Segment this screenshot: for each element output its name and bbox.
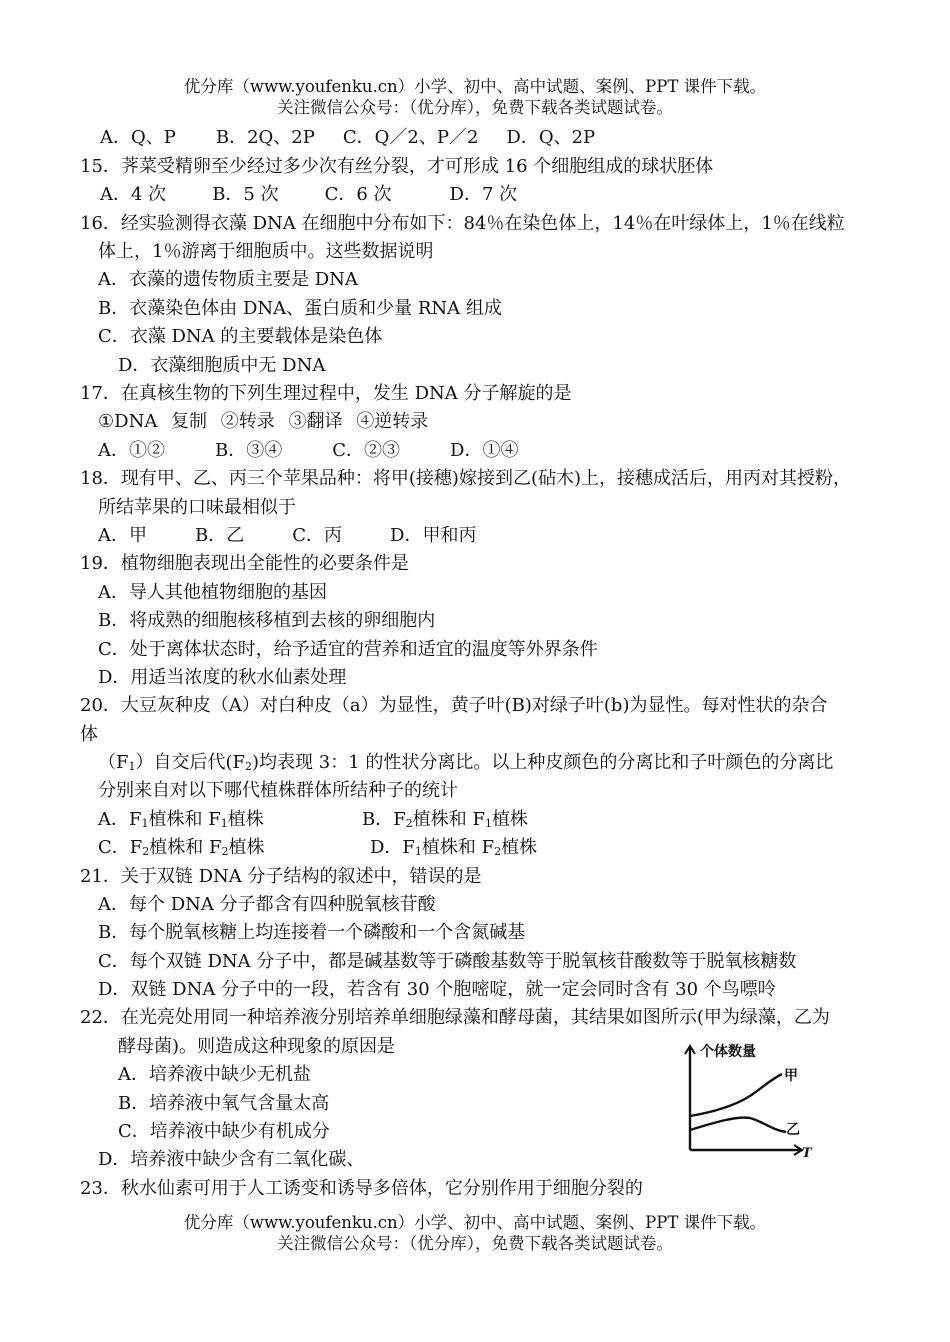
q20-d-mid: 植株和 F: [421, 837, 495, 858]
q17-stem: 17．在真核生物的下列生理过程中，发生 DNA 分子解旋的是: [80, 383, 572, 404]
q22-option-d: D．培养液中缺少含有二氧化碳、: [98, 1149, 365, 1170]
q20-option-c: [98, 834, 264, 862]
q17-items: ①DNA 复制 ②转录 ③翻译 ④逆转录: [98, 411, 429, 432]
q22-population-graph: [678, 1038, 818, 1160]
q21-option-c: C．每个双链 DNA 分子中，都是碱基数等于磷酸基数等于脱氧核苷酸数等于脱氧核糖数: [98, 951, 797, 972]
q20-d-sub-1: 1: [414, 845, 422, 858]
q15-option-a: A．4 次: [100, 184, 167, 205]
q20-stem-3: [98, 749, 833, 777]
page-footer: [0, 1212, 950, 1254]
q20-stem-3-mid: ）自交后代(F: [135, 752, 246, 773]
graph-curve-yi: [690, 1118, 786, 1132]
graph-label-jia: 甲: [784, 1068, 798, 1084]
q22-option-a: A．培养液中缺少无机盐: [118, 1064, 311, 1085]
q15-option-c: C．6 次: [324, 184, 392, 205]
q23-stem: 23．秋水仙素可用于人工诱变和诱导多倍体，它分别作用于细胞分裂的: [80, 1178, 643, 1199]
q19-option-c: C．处于离体状态时，给予适宜的营养和适宜的温度等外界条件: [98, 639, 598, 660]
graph-label-yi: 乙: [786, 1122, 800, 1138]
q22-option-c: C．培养液中缺少有机成分: [118, 1121, 330, 1142]
q20-option-d: [370, 834, 537, 862]
q20-c-post: 植株: [228, 837, 265, 858]
q22-stem-1: 22．在光亮处用同一种培养液分别培养单细胞绿藻和酵母菌，其结果如图所示(甲为绿藻，乙为: [80, 1007, 830, 1028]
q20-b-pre: B．F: [362, 809, 406, 830]
q21-stem: 21．关于双链 DNA 分子结构的叙述中，错误的是: [80, 866, 482, 887]
graph-x-label: T: [802, 1146, 812, 1160]
q18-option-a: A．甲: [98, 525, 147, 546]
q20-d-sub-2: 2: [494, 845, 502, 858]
q18-option-d: D．甲和丙: [390, 525, 477, 546]
q20-stem-3-sub-2: 2: [245, 760, 253, 773]
q20-a-sub-2: 1: [220, 817, 228, 830]
q20-d-post: 植株: [501, 837, 538, 858]
q17-options: [98, 437, 518, 465]
graph-y-label: 个体数量: [700, 1044, 756, 1060]
q20-stem-2: 体: [80, 724, 98, 745]
q14-option-a: A．Q、P: [100, 127, 176, 148]
q19-stem: 19．植物细胞表现出全能性的必要条件是: [80, 553, 409, 574]
q15-stem: 15．荠菜受精卵至少经过多少次有丝分裂，才可形成 16 个细胞组成的球状胚体: [80, 156, 714, 177]
q20-stem-4: 分别来自对以下哪代植株群体所结种子的统计: [98, 780, 458, 801]
q19-option-a: A．导人其他植物细胞的基因: [98, 582, 327, 603]
q20-stem-3-pre: （F: [98, 752, 129, 773]
q17-option-b: B．③④: [215, 440, 283, 461]
q15-option-b: B．5 次: [212, 184, 279, 205]
q16-option-a: A．衣藻的遗传物质主要是 DNA: [98, 269, 358, 290]
q20-a-sub-1: 1: [141, 817, 149, 830]
q21-option-a: A．每个 DNA 分子都含有四种脱氧核苷酸: [98, 894, 436, 915]
q22-option-b: B．培养液中氧气含量太高: [118, 1093, 330, 1114]
q18-option-c: C．丙: [292, 525, 343, 546]
q14-option-c: C．Q／2、P／2: [342, 127, 479, 148]
header-line-2: 关注微信公众号：（优分库），免费下载各类试题试卷。: [277, 98, 673, 117]
q20-stem-1: 20．大豆灰种皮（A）对白种皮（a）为显性，黄子叶(B)对绿子叶(b)为显性。每对性状的杂合: [80, 695, 828, 716]
q20-c-mid: 植株和 F: [149, 837, 222, 858]
footer-line-1: 优分库（www.youfenku.cn）小学、初中、高中试题、案例、PPT 课件下载。: [183, 1213, 767, 1232]
q21-option-b: B．每个脱氧核糖上均连接着一个磷酸和一个含氮碱基: [98, 922, 526, 943]
q16-option-c: C．衣藻 DNA 的主要载体是染色体: [98, 326, 383, 347]
q20-c-sub-1: 2: [142, 845, 150, 858]
q20-c-sub-2: 2: [221, 845, 229, 858]
q20-b-post: 植株: [491, 809, 528, 830]
q17-option-c: C．②③: [332, 440, 401, 461]
q20-option-a: [98, 806, 264, 834]
q18-option-b: B．乙: [195, 525, 245, 546]
q17-option-a: A．①②: [98, 440, 165, 461]
q14-options: [100, 124, 595, 152]
q19-option-d: D．用适当浓度的秋水仙素处理: [98, 667, 347, 688]
q20-a-pre: A．F: [98, 809, 142, 830]
q21-option-d: D．双链 DNA 分子中的一段，若含有 30 个胞嘧啶，就一定会同时含有 30 个鸟嘌呤: [98, 979, 776, 1000]
q16-stem-2: 体上，1％游离于细胞质中。这些数据说明: [98, 241, 434, 262]
q18-stem-1: 18．现有甲、乙、丙三个苹果品种：将甲(接穗)嫁接到乙(砧木)上，接穗成活后，用丙对其授粉，: [80, 468, 851, 489]
q20-d-pre: D．F: [370, 837, 415, 858]
q20-stem-3-post: )均表现 3：1 的性状分离比。以上种皮颜色的分离比和子叶颜色的分离比: [252, 752, 834, 773]
q20-c-pre: C．F: [98, 837, 143, 858]
q20-b-sub-2: 1: [484, 817, 492, 830]
q16-option-d: D．衣藻细胞质中无 DNA: [118, 355, 326, 376]
q14-option-b: B．2Q、2P: [215, 127, 315, 148]
q22-stem-2: 酵母菌)。则造成这种现象的原因是: [118, 1036, 396, 1057]
q18-stem-2: 所结苹果的口味最相似于: [98, 497, 296, 518]
footer-line-2: 关注微信公众号：（优分库），免费下载各类试题试卷。: [277, 1234, 673, 1253]
graph-curve-jia: [690, 1074, 782, 1116]
q20-stem-3-sub-1: 1: [128, 760, 136, 773]
q16-stem-1: 16．经实验测得衣藻 DNA 在细胞中分布如下：84％在染色体上，14％在叶绿体上，1％在线粒: [80, 213, 845, 234]
q17-option-d: D．①④: [450, 440, 519, 461]
q18-options: [98, 522, 476, 550]
q14-option-d: D．Q、2P: [506, 127, 596, 148]
page-header: [0, 76, 950, 118]
q20-a-post: 植株: [227, 809, 264, 830]
q20-a-mid: 植株和 F: [148, 809, 221, 830]
header-line-1: 优分库（www.youfenku.cn）小学、初中、高中试题、案例、PPT 课件下载。: [183, 77, 767, 96]
q20-option-b: [362, 806, 528, 834]
q19-option-b: B．将成熟的细胞核移植到去核的卵细胞内: [98, 610, 436, 631]
q15-option-d: D．7 次: [449, 184, 518, 205]
q15-options: [100, 181, 517, 209]
q20-b-sub-1: 2: [405, 817, 413, 830]
q20-b-mid: 植株和 F: [412, 809, 485, 830]
q16-option-b: B．衣藻染色体由 DNA、蛋白质和少量 RNA 组成: [98, 298, 502, 319]
